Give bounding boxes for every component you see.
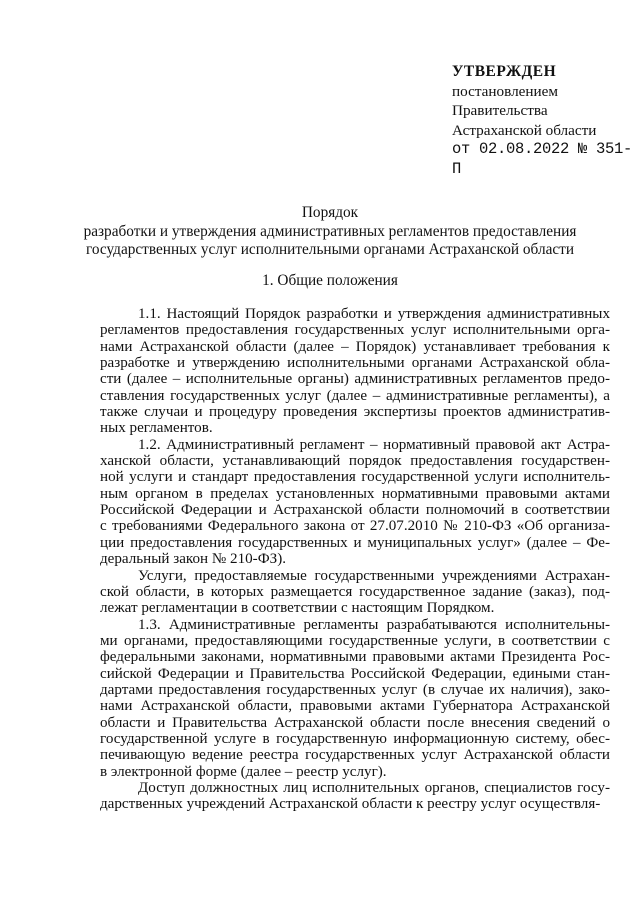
paragraph-line: сийской Федерации и Правительства Российской Федерации, едиными стан- xyxy=(100,665,610,682)
paragraph-line: также случаи и процедуру проведения экспертизы проектов административ- xyxy=(100,404,610,421)
paragraph-line: государственной услуге в государственную информационную систему, обес- xyxy=(100,730,610,747)
paragraph-line: лежат регламентации в соответствии с настоящим Порядком. xyxy=(100,600,495,617)
paragraph-line: сти (далее – исполнительные органы) административных регламентов предо- xyxy=(100,371,610,388)
paragraph xyxy=(100,780,610,813)
paragraph-line: 1.1. Настоящий Порядок разработки и утверждения административных xyxy=(138,306,610,322)
paragraph-line: ской области, в которых размещается государственное задание (заказ), под- xyxy=(100,583,610,600)
approval-line-1: постановлением xyxy=(452,82,559,100)
approval-stamp xyxy=(452,62,640,179)
paragraph-line: дартами предоставления государственных услуг (в случае их наличия), зако- xyxy=(100,681,610,698)
paragraph-line: дарственных учреждений Астраханской области к реестру услуг осуществля- xyxy=(100,796,601,813)
paragraph-line: 1.3. Административные регламенты разрабатываются исполнительны- xyxy=(138,616,610,633)
document-body xyxy=(100,306,610,813)
paragraph-line: ставления государственных услуг (далее – административные регламенты), а xyxy=(100,387,610,404)
approval-line-2: Правительства xyxy=(452,102,548,119)
paragraph-line: Доступ должностных лиц исполнительных органов, специалистов госу- xyxy=(138,779,610,796)
paragraph xyxy=(100,568,610,617)
paragraph-line: печивающую ведение реестра государственных услуг Астраханской области xyxy=(100,747,610,764)
section-heading: 1. Общие положения xyxy=(262,272,398,289)
paragraph-line: в электронной форме (далее – реестр услуг). xyxy=(100,763,387,780)
paragraph-line: ным органом в пределах установленных нормативными правовыми актами xyxy=(100,485,610,502)
paragraph-line: ной услуги и стандарт предоставления государственной услуги исполнитель- xyxy=(100,469,610,486)
title-line-1: разработки и утверждения административных регламентов предоставления xyxy=(83,222,577,240)
paragraph-line: ных регламентов. xyxy=(100,420,213,437)
paragraph xyxy=(100,306,610,437)
title-word: Порядок xyxy=(301,204,359,221)
paragraph xyxy=(100,437,610,568)
paragraph-line: федеральными законами, нормативными правовыми актами Президента Рос- xyxy=(100,649,610,666)
paragraph-line: ции предоставления государственных и муниципальных услуг» (далее – Фе- xyxy=(100,534,610,551)
paragraph-line: области и Правительства Астраханской области после внесения сведений о xyxy=(100,714,610,731)
approval-date-line: от 02.08.2022 № 351-П xyxy=(452,140,633,178)
paragraph-line: ханской области, устанавливающий порядок предоставления государствен- xyxy=(100,453,610,470)
paragraph-line: Российской Федерации и Астраханской области полномочий в соответствии xyxy=(100,502,610,519)
paragraph-line: Услуги, предоставляемые государственными учреждениями Астрахан- xyxy=(138,567,610,584)
paragraph-line: нами Астраханской области (далее – Порядок) устанавливает требования к xyxy=(100,338,610,355)
paragraph-line: регламентов предоставления государственных услуг исполнительными орга- xyxy=(100,322,610,339)
approval-line-3: Астраханской области xyxy=(452,121,597,139)
approved-label: УТВЕРЖДЕН xyxy=(452,63,557,80)
paragraph-line: ми органами, предоставляющими государственные услуги, в соответствии с xyxy=(100,632,610,649)
paragraph-line: разработке и утверждению исполнительными органами Астраханской обла- xyxy=(100,355,610,372)
paragraph-line: 1.2. Административный регламент – нормативный правовой акт Астра- xyxy=(138,436,610,453)
document-title xyxy=(60,204,600,260)
paragraph xyxy=(100,617,610,780)
paragraph-line: деральный закон № 210-ФЗ). xyxy=(100,551,286,568)
title-line-2: государственных услуг исполнительными органами Астраханской области xyxy=(85,241,575,258)
paragraph-line: с требованиями Федерального закона от 27.07.2010 № 210-ФЗ «Об организа- xyxy=(100,518,610,535)
paragraph-line: нами Астраханской области, правовыми актами Губернатора Астраханской xyxy=(100,698,610,715)
